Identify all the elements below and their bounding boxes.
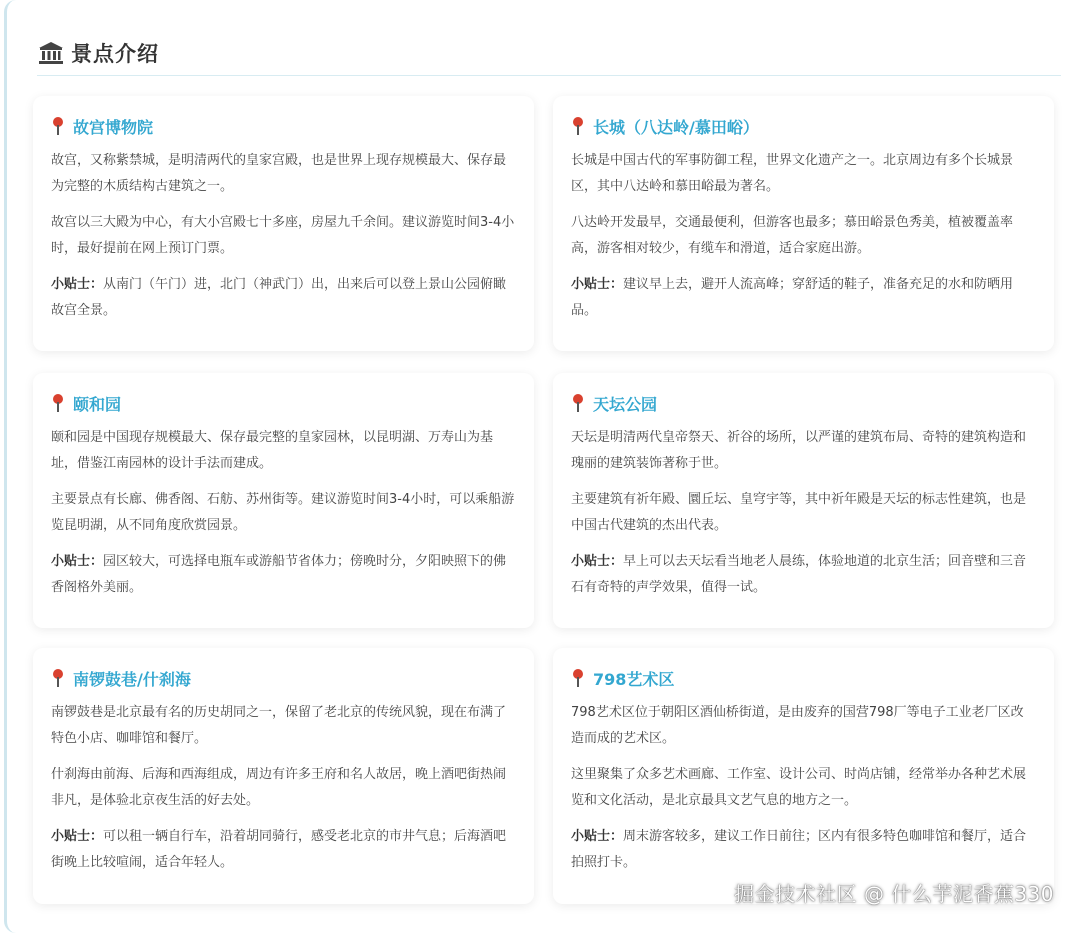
attraction-description: 南锣鼓巷是北京最有名的历史胡同之一，保留了老北京的传统风貌，现在布满了特色小店、咖啡馆和餐厅。 [51, 705, 507, 746]
attraction-name[interactable]: 798艺术区 [593, 669, 675, 689]
map-pin-icon [51, 393, 65, 413]
tip-text: 建议早上去，避开人流高峰；穿舒适的鞋子，准备充足的水和防晒用品。 [571, 277, 1014, 318]
tip-text: 园区较大，可选择电瓶车或游船节省体力；傍晚时分，夕阳映照下的佛香阁格外美丽。 [51, 554, 507, 595]
tip-label: 小贴士： [51, 829, 104, 844]
card-title-row [51, 391, 516, 415]
tip-label: 小贴士： [51, 554, 104, 569]
tip-label: 小贴士： [571, 829, 624, 844]
attraction-description: 天坛是明清两代皇帝祭天、祈谷的场所，以严谨的建筑布局、奇特的建筑构造和瑰丽的建筑装饰著称于世。 [571, 430, 1027, 471]
attraction-tip [571, 824, 1036, 876]
landmark-icon [37, 39, 65, 67]
attraction-description: 颐和园是中国现存规模最大、保存最完整的皇家园林，以昆明湖、万寿山为基址，借鉴江南园林的设计手法而建成。 [51, 430, 494, 471]
attraction-description: 798艺术区位于朝阳区酒仙桥街道，是由废弃的国营798厂等电子工业老厂区改造而成的艺术区。 [571, 705, 1024, 746]
map-pin-icon [571, 116, 585, 136]
attraction-tip [571, 272, 1036, 324]
attraction-description: 这里聚集了众多艺术画廊、工作室、设计公司、时尚店铺，经常举办各种艺术展览和文化活动，是北京最具文艺气息的地方之一。 [571, 767, 1027, 808]
attraction-name[interactable]: 天坛公园 [593, 394, 658, 414]
tip-label: 小贴士： [571, 277, 624, 292]
map-pin-icon [571, 668, 585, 688]
watermark: 掘金技术社区 @ 什么芋泥香蕉330 [734, 882, 1054, 906]
card-title-row [571, 666, 1036, 690]
attraction-description: 故宫以三大殿为中心，有大小宫殿七十多座，房屋九千余间。建议游览时间3-4小时，最好提前在网上预订门票。 [51, 215, 515, 256]
attraction-card-nanluoguxiang [33, 648, 534, 904]
attraction-card-forbidden-city [33, 96, 534, 351]
card-title-row [51, 666, 516, 690]
attraction-card-temple-of-heaven [553, 373, 1054, 628]
attraction-tip [571, 549, 1036, 601]
card-title-row [571, 391, 1036, 415]
map-pin-icon [51, 668, 65, 688]
tip-text: 早上可以去天坛看当地老人晨练，体验地道的北京生活；回音壁和三音石有奇特的声学效果，值得一试。 [571, 554, 1027, 595]
section-title: 景点介绍 [71, 41, 159, 66]
attraction-name[interactable]: 长城（八达岭/慕田峪） [593, 117, 759, 137]
tip-label: 小贴士： [571, 554, 624, 569]
attraction-description: 什刹海由前海、后海和西海组成，周边有许多王府和名人故居，晚上酒吧街热闹非凡，是体验北京夜生活的好去处。 [51, 767, 507, 808]
tip-text: 可以租一辆自行车，沿着胡同骑行，感受老北京的市井气息；后海酒吧街晚上比较喧闹，适合年轻人。 [51, 829, 507, 870]
attraction-tip [51, 549, 516, 601]
card-title-row [51, 114, 516, 138]
attraction-description: 故宫，又称紫禁城，是明清两代的皇家宫殿，也是世界上现存规模最大、保存最为完整的木质结构古建筑之一。 [51, 153, 507, 194]
attraction-description: 长城是中国古代的军事防御工程，世界文化遗产之一。北京周边有多个长城景区，其中八达岭和慕田峪最为著名。 [571, 153, 1014, 194]
attraction-tip [51, 824, 516, 876]
attraction-card-summer-palace [33, 373, 534, 628]
tip-text: 周末游客较多，建议工作日前往；区内有很多特色咖啡馆和餐厅，适合拍照打卡。 [571, 829, 1027, 870]
section-header [37, 30, 1061, 76]
tip-label: 小贴士： [51, 277, 104, 292]
attraction-name[interactable]: 故宫博物院 [73, 117, 154, 137]
attraction-description: 主要建筑有祈年殿、圜丘坛、皇穹宇等，其中祈年殿是天坛的标志性建筑，也是中国古代建筑的杰出代表。 [571, 492, 1027, 533]
attraction-card-798-art-zone [553, 648, 1054, 904]
attraction-card-great-wall [553, 96, 1054, 351]
card-title-row [571, 114, 1036, 138]
attraction-description: 八达岭开发最早，交通最便利，但游客也最多；慕田峪景色秀美，植被覆盖率高，游客相对较少，有缆车和滑道，适合家庭出游。 [571, 215, 1014, 256]
tip-text: 从南门（午门）进，北门（神武门）出，出来后可以登上景山公园俯瞰故宫全景。 [51, 277, 507, 318]
map-pin-icon [51, 116, 65, 136]
attraction-name[interactable]: 南锣鼓巷/什刹海 [73, 669, 191, 689]
attraction-name[interactable]: 颐和园 [73, 394, 122, 414]
attraction-description: 主要景点有长廊、佛香阁、石舫、苏州街等。建议游览时间3-4小时，可以乘船游览昆明湖，从不同角度欣赏园景。 [51, 492, 515, 533]
attraction-tip [51, 272, 516, 324]
map-pin-icon [571, 393, 585, 413]
